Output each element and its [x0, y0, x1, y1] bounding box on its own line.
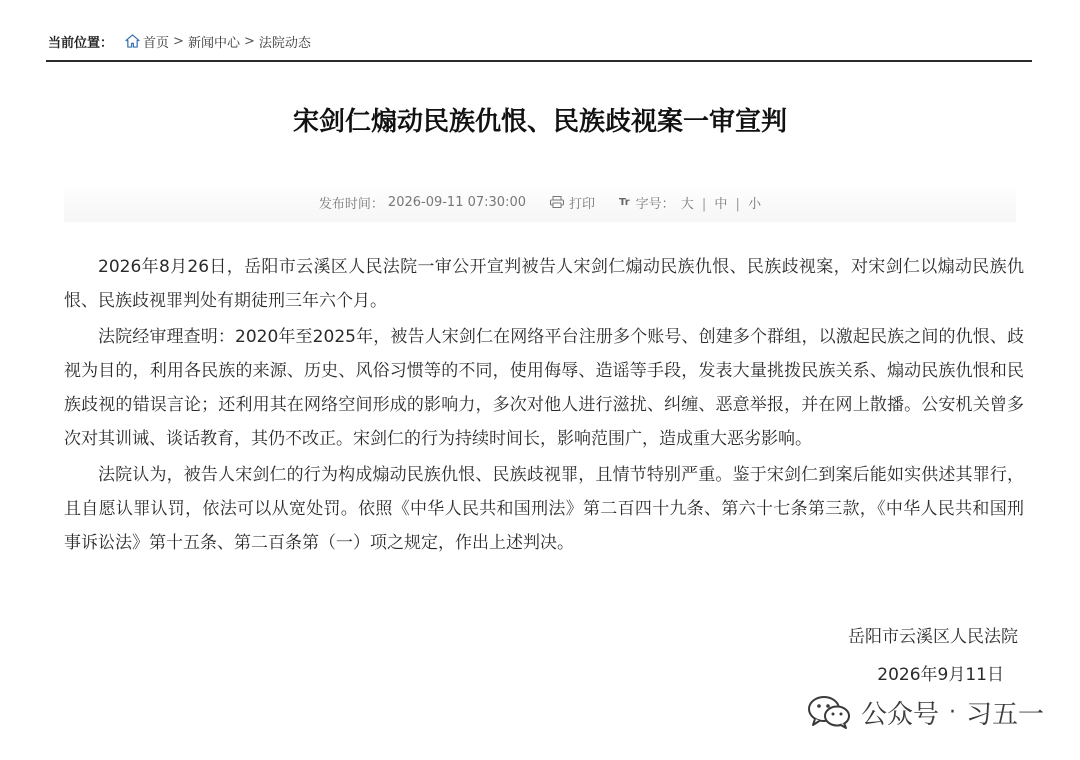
font-size-icon: Tr [619, 196, 630, 208]
font-size-small-option[interactable]: 小 [748, 196, 762, 212]
article-paragraph: 法院认为，被告人宋剑仁的行为构成煽动民族仇恨、民族歧视罪，且情节特别严重。鉴于宋剑仁到案后能如实供述其罪行，且自愿认罪认罚，依法可以从宽处罚。依照《中华人民共和国刑法》第二百四十九条、第六十七条第三款，《中华人民共和国刑事诉讼法》第十五条、第二百条第（一）项之规定，作出上述判决。 [64, 465, 1024, 553]
breadcrumb-separator: > [173, 33, 184, 49]
signature-date: 2026年9月11日 [877, 665, 1004, 685]
publish-time-group [319, 193, 526, 212]
breadcrumb-news-center-link[interactable]: 新闻中心 [187, 35, 240, 51]
printer-icon [550, 196, 564, 208]
breadcrumb-home-link[interactable]: 首页 [143, 35, 170, 51]
publish-time-label: 发布时间： [318, 196, 384, 212]
breadcrumb [48, 30, 1032, 52]
font-size-options [681, 193, 761, 212]
print-label: 打印 [569, 196, 596, 212]
publish-time-value: 2026-09-11 07:30:00 [387, 194, 526, 210]
breadcrumb-court-news-link[interactable]: 法院动态 [258, 35, 311, 51]
article-signature [848, 618, 1018, 694]
signature-court: 岳阳市云溪区人民法院 [848, 627, 1018, 647]
font-size-separator: | [735, 196, 740, 212]
font-size-group [619, 193, 761, 212]
font-size-medium-option[interactable]: 中 [714, 196, 728, 212]
font-size-large-option[interactable]: 大 [680, 196, 694, 212]
watermark-prefix: 公众号 [860, 699, 939, 730]
article-paragraph: 2026年8月26日，岳阳市云溪区人民法院一审公开宣判被告人宋剑仁煽动民族仇恨、民族歧视案，对宋剑仁以煽动民族仇恨、民族歧视罪判处有期徒刑三年六个月。 [64, 257, 1024, 311]
font-size-label: 字号： [635, 196, 675, 212]
home-icon[interactable] [125, 34, 140, 48]
wechat-icon [807, 694, 851, 730]
breadcrumb-label: 当前位置： [48, 35, 114, 51]
watermark-dot: · [948, 699, 956, 725]
font-size-separator: | [701, 196, 707, 212]
watermark-account: 习五一 [965, 699, 1044, 730]
article-body [64, 250, 1024, 562]
breadcrumb-separator: > [243, 33, 255, 49]
article-meta-bar [64, 182, 1016, 222]
header-divider [46, 60, 1032, 62]
article-title: 宋剑仁煽动民族仇恨、民族歧视案一审宣判 [292, 107, 787, 137]
article-paragraph: 法院经审理查明：2020年至2025年，被告人宋剑仁在网络平台注册多个账号、创建多个群组，以激起民族之间的仇恨、歧视为目的，利用各民族的来源、历史、风俗习惯等的不同，使用侮辱、造谣等手段，发表大量挑拨民族关系、煽动民族仇恨和民族歧视的错误言论；还利用其在网络空间形成的影响力，多次对他人进行滋扰、纠缠、恶意举报，并在网上散播。公安机关曾多次对其训诫、谈话教育，其仍不改正。宋剑仁的行为持续时间长，影响范围广，造成重大恶劣影响。 [64, 327, 1024, 449]
wechat-watermark [807, 690, 1044, 734]
print-button[interactable] [550, 193, 595, 212]
